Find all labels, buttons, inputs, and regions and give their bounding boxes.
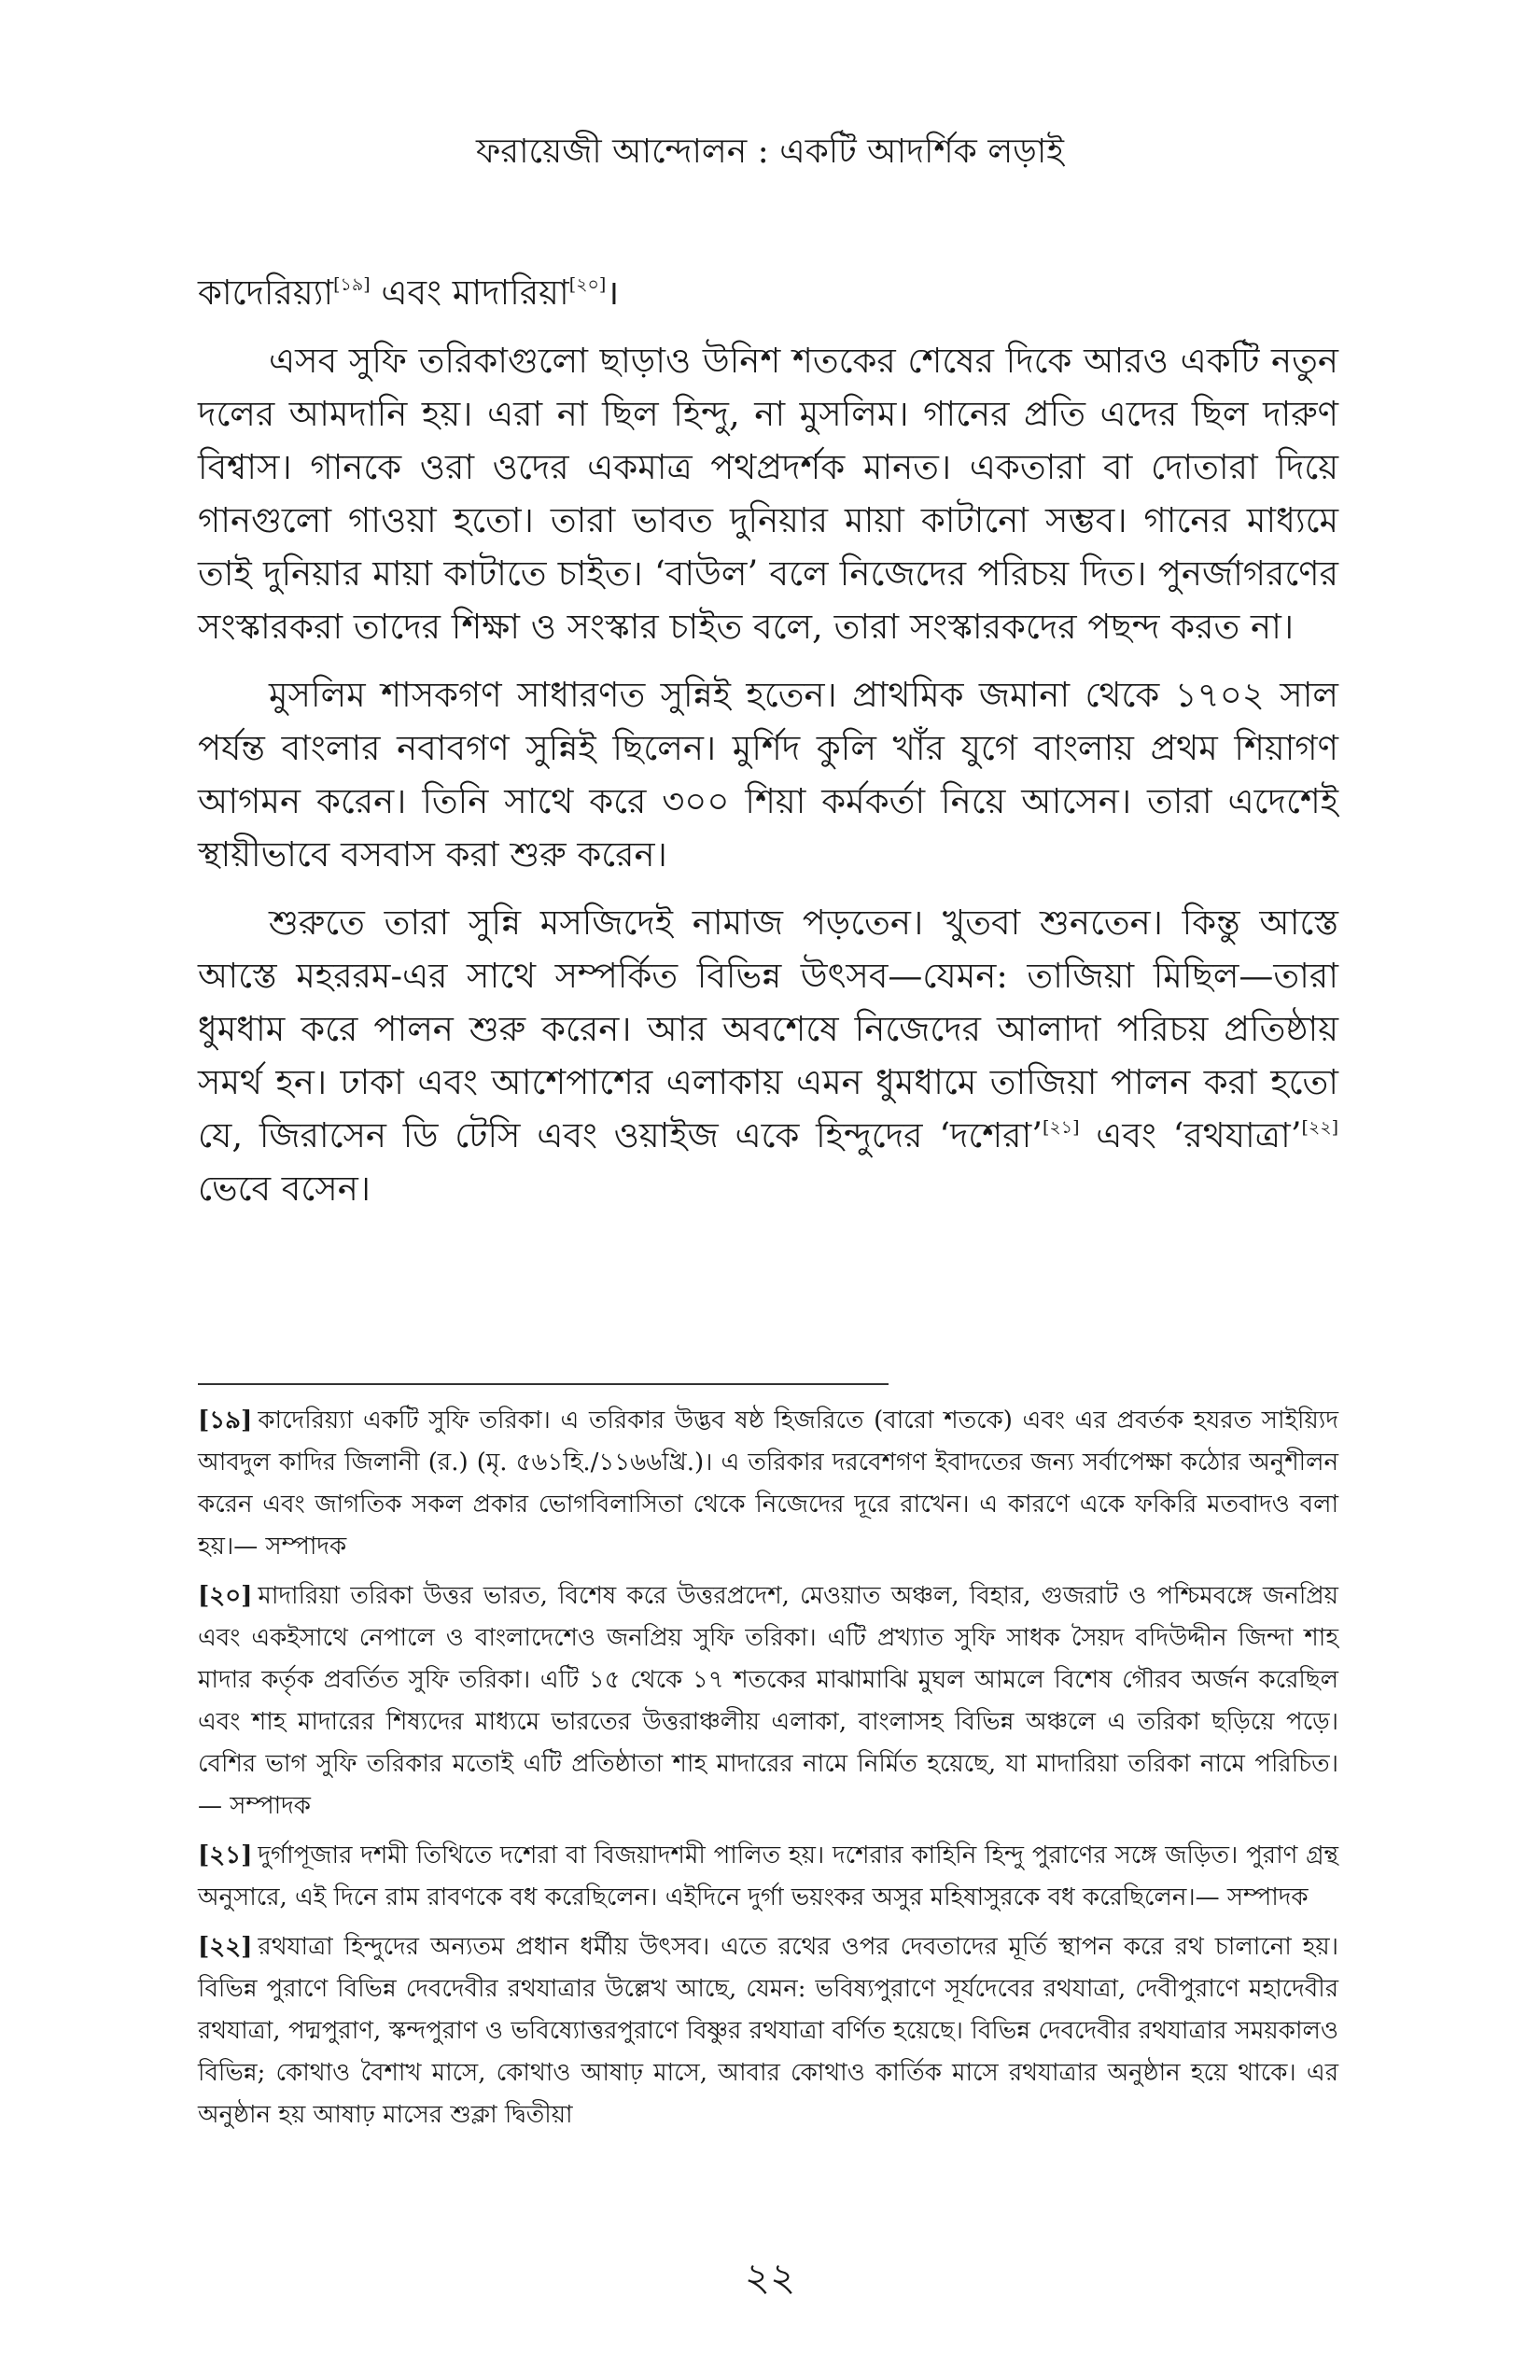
footnote-number: [১৯] [198,1407,253,1435]
footnote-19 [198,1400,1338,1568]
footnote-number: [২০] [198,1582,253,1610]
footnote-divider [198,1383,889,1385]
footnote-text: রথযাত্রা হিন্দুদের অন্যতম প্রধান ধর্মীয় উৎসব। এতে রথের ওপর দেবতাদের মূর্তি স্থাপন করে রথ চালানো হয়। বিভিন্ন পুরাণে বিভিন্ন দেবদেবীর রথযাত্রার উল্লেখ আছে, যেমন: ভবিষ্যপুরাণে সূর্যদেবের রথযাত্রা, দেবীপুরাণে মহাদেবীর রথযাত্রা, পদ্মপুরাণ, স্কন্দপুরাণ ও ভবিষ্যোত্তরপুরাণে বিষ্ণুর রথযাত্রা বর্ণিত হয়েছে। বিভিন্ন দেবদেবীর রথযাত্রার সময়কালও বিভিন্ন; কোথাও বৈশাখ মাসে, কোথাও আষাঢ় মাসে, আবার কোথাও কার্তিক মাসে রথযাত্রার অনুষ্ঠান হয়ে থাকে। এর অনুষ্ঠান হয় আষাঢ় মাসের শুক্লা দ্বিতীয়া [198,1933,1338,2129]
text-segment: কাদেরিয়্যা [198,273,334,313]
running-header: ফরায়েজী আন্দোলন : একটি আদর্শিক লড়াই [475,133,1065,171]
footnote-text: দুর্গাপূজার দশমী তিথিতে দশেরা বা বিজয়াদশমী পালিত হয়। দশেরার কাহিনি হিন্দু পুরাণের সঙ্গে জড়িত। পুরাণ গ্রন্থ অনুসারে, এই দিনে রাম রাবণকে বধ করেছিলেন। এইদিনে দুর্গা ভয়ংকর অসুর মহিষাসুরকে বধ করেছিলেন।— সম্পাদক [198,1841,1338,1911]
footnote-text: মাদারিয়া তরিকা উত্তর ভারত, বিশেষ করে উত্তরপ্রদেশ, মেওয়াত অঞ্চল, বিহার, গুজরাট ও পশ্চিমবঙ্গে জনপ্রিয় এবং একইসাথে নেপালে ও বাংলাদেশেও জনপ্রিয় সুফি তরিকা। এটি প্রখ্যাত সুফি সাধক সৈয়দ বদিউদ্দীন জিন্দা শাহ মাদার কর্তৃক প্রবর্তিত সুফি তরিকা। এটি ১৫ থেকে ১৭ শতকের মাঝামাঝি মুঘল আমলে বিশেষ গৌরব অর্জন করেছিল এবং শাহ মাদারের শিষ্যদের মাধ্যমে ভারতের উত্তরাঞ্চলীয় এলাকা, বাংলাসহ বিভিন্ন অঞ্চলে এ তরিকা ছড়িয়ে পড়ে। বেশির ভাগ সুফি তরিকার মতোই এটি প্রতিষ্ঠাতা শাহ মাদারের নামে নির্মিত হয়েছে, যা মাদারিয়া তরিকা নামে পরিচিত। — সম্পাদক [198,1582,1338,1820]
paragraph-4 [198,896,1338,1215]
footnote-ref-19[interactable]: [১৯] [333,274,371,295]
footnote-text: কাদেরিয়্যা একটি সুফি তরিকা। এ তরিকার উদ্ভব ষষ্ঠ হিজরিতে (বারো শতকে) এবং এর প্রবর্তক হযরত সাইয়্যিদ আবদুল কাদির জিলানী (র.) (মৃ. ৫৬১হি./১১৬৬খ্রি.)। এ তরিকার দরবেশগণ ইবাদতের জন্য সর্বাপেক্ষা কঠোর অনুশীলন করেন এবং জাগতিক সকল প্রকার ভোগবিলাসিতা থেকে নিজেদের দূরে রাখেন। এ কারণে একে ফকিরি মতবাদও বলা হয়।— সম্পাদক [198,1407,1338,1561]
body-text [198,266,1338,1230]
footnote-ref-20[interactable]: [২০] [568,274,607,295]
text-segment: এবং ‘রথযাত্রা’ [1079,1115,1302,1155]
paragraph-3: মুসলিম শাসকগণ সাধারণত সুন্নিই হতেন। প্রাথমিক জমানা থেকে ১৭০২ সাল পর্যন্ত বাংলার নবাবগণ সুন্নিই ছিলেন। মুর্শিদ কুলি খাঁর যুগে বাংলায় প্রথম শিয়াগণ আগমন করেন। তিনি সাথে করে ৩০০ শিয়া কর্মকর্তা নিয়ে আসেন। তারা এদেশেই স্থায়ীভাবে বসবাস করা শুরু করেন। [198,675,1338,875]
footnote-22 [198,1926,1338,2136]
text-segment: শুরুতে তারা সুন্নি মসজিদেই নামাজ পড়তেন। খুতবা শুনতেন। কিন্তু আস্তে আস্তে মহররম-এর সাথে সম্পর্কিত বিভিন্ন উৎসব—যেমন: তাজিয়া মিছিল—তারা ধুমধাম করে পালন শুরু করেন। আর অবশেষে নিজেদের আলাদা পরিচয় প্রতিষ্ঠায় সমর্থ হন। ঢাকা এবং আশেপাশের এলাকায় এমন ধুমধামে তাজিয়া পালন করা হতো যে, জিরাসেন ডি টেসি এবং ওয়াইজ একে হিন্দুদের ‘দশেরা’ [198,903,1338,1155]
footnote-ref-21[interactable]: [২১] [1043,1117,1080,1138]
footnotes [198,1400,1338,2144]
footnote-21 [198,1835,1338,1919]
footnote-number: [২১] [198,1841,253,1869]
page-number: ২২ [744,2254,796,2300]
text-segment: ভেবে বসেন। [198,1169,371,1209]
text-segment: । [606,273,620,313]
text-segment: এবং মাদারিয়া [370,273,569,313]
paragraph-1 [198,266,1338,319]
paragraph-2: এসব সুফি তরিকাগুলো ছাড়াও উনিশ শতকের শেষের দিকে আরও একটি নতুন দলের আমদানি হয়। এরা না ছিল হিন্দু, না মুসলিম। গানের প্রতি এদের ছিল দারুণ বিশ্বাস। গানকে ওরা ওদের একমাত্র পথপ্রদর্শক মানত। একতারা বা দোতারা দিয়ে গানগুলো গাওয়া হতো। তারা ভাবত দুনিয়ার মায়া কাটানো সম্ভব। গানের মাধ্যমে তাই দুনিয়ার মায়া কাটাতে চাইত। ‘বাউল’ বলে নিজেদের পরিচয় দিত। পুনর্জাগরণের সংস্কারকরা তাদের শিক্ষা ও সংস্কার চাইত বলে, তারা সংস্কারকদের পছন্দ করত না। [198,341,1338,647]
footnote-20 [198,1575,1338,1827]
footnote-number: [২২] [198,1933,253,1961]
footnote-ref-22[interactable]: [২২] [1301,1117,1339,1138]
